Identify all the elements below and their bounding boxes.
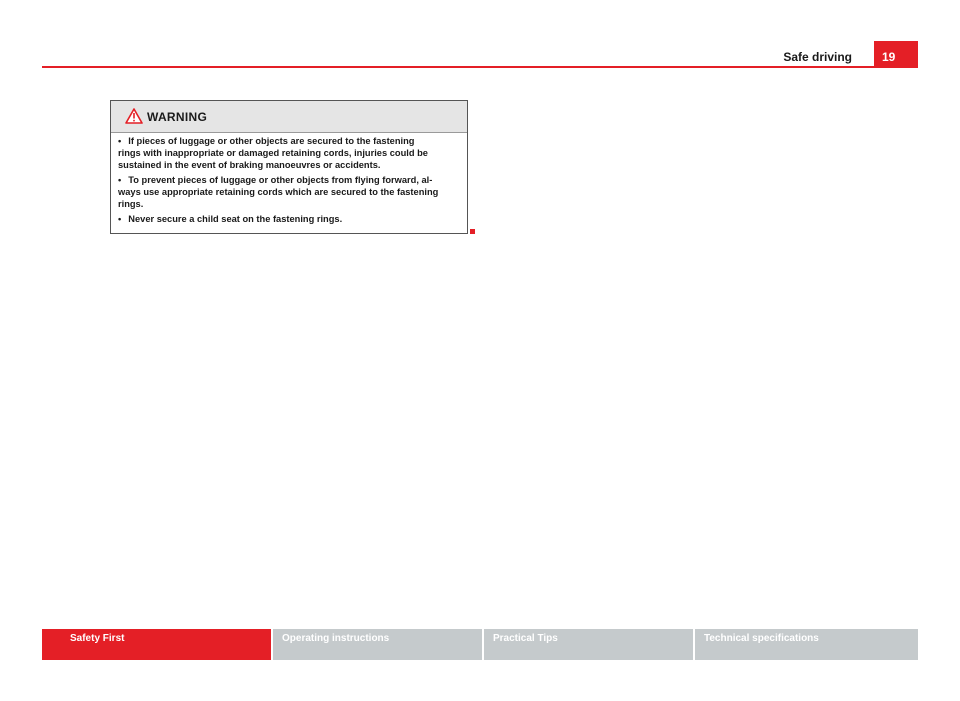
warning-item [118, 135, 459, 171]
warning-box [110, 100, 468, 234]
warning-line [118, 135, 459, 147]
warning-line: sustained in the event of braking manoeuvres or accidents. [118, 160, 381, 170]
page-number-badge: 19 [874, 41, 918, 68]
bullet: • [118, 136, 122, 146]
warning-text: Never secure a child seat on the fastening rings. [128, 214, 343, 224]
tab-operating-instructions[interactable]: Operating instructions [273, 629, 482, 660]
bullet: • [118, 175, 122, 185]
warning-item [118, 213, 459, 225]
section-end-marker [470, 229, 475, 234]
tab-technical-specifications[interactable]: Technical specifications [695, 629, 918, 660]
tab-safety-first[interactable]: Safety First [42, 629, 271, 660]
warning-line: rings. [118, 199, 144, 209]
footer-nav [42, 629, 918, 660]
bullet: • [118, 214, 122, 224]
warning-line: ways use appropriate retaining cords which are secured to the fastening [118, 187, 439, 197]
warning-text: If pieces of luggage or other objects are secured to the fastening [128, 136, 415, 146]
header-divider [42, 66, 918, 68]
warning-triangle-icon [125, 108, 143, 124]
warning-line [118, 213, 459, 225]
warning-item [118, 174, 459, 210]
warning-header [111, 101, 467, 133]
warning-line [118, 174, 459, 186]
warning-title: WARNING [147, 110, 208, 124]
warning-line: rings with inappropriate or damaged retaining cords, injuries could be [118, 148, 428, 158]
tab-practical-tips[interactable]: Practical Tips [484, 629, 693, 660]
warning-text: To prevent pieces of luggage or other objects from flying forward, al- [128, 175, 433, 185]
warning-body [111, 133, 467, 225]
section-title: Safe driving [783, 50, 852, 64]
